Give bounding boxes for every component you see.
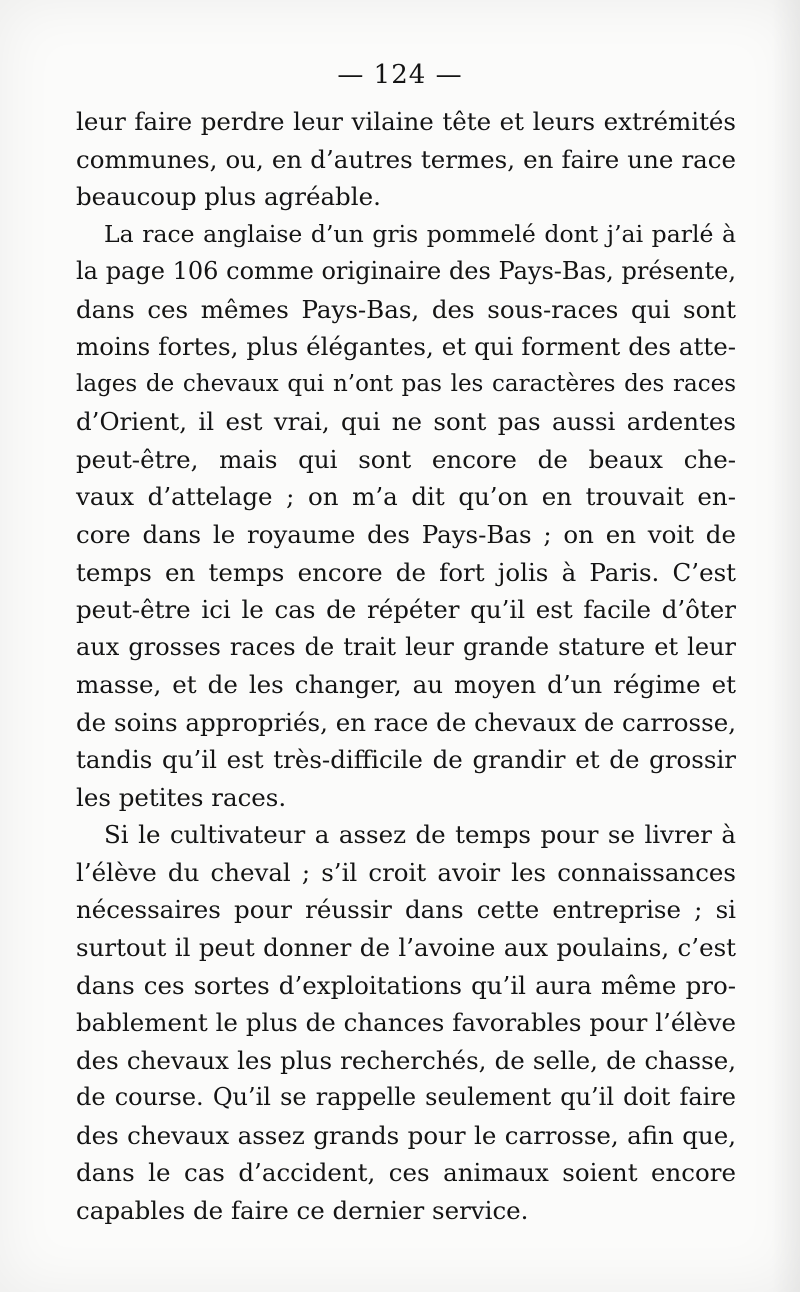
page-number: — 124 — [337, 60, 463, 90]
text-line: nécessaires pour réussir dans cette entreprise ; si [76, 895, 736, 925]
body-text [76, 103, 736, 1229]
page-edge-shadow [772, 0, 800, 1292]
text-line: dans ces sortes d’exploitations qu’il aura même pro- [76, 970, 736, 1000]
text-line: La race anglaise d’un gris pommelé dont j’ai parlé à [104, 219, 736, 248]
text-line: des chevaux assez grands pour le carrosse, afin que, [76, 1120, 736, 1150]
text-line: les petites races. [76, 782, 287, 812]
text-line: capables de faire ce dernier service. [76, 1195, 529, 1225]
text-line: la page 106 comme originaire des Pays-Bas, présente, [76, 257, 736, 286]
text-line: surtout il peut donner de l’avoine aux poulains, c’est [76, 933, 736, 963]
text-line: peut-être ici le cas de répéter qu’il est facile d’ôter [76, 595, 736, 625]
text-line: dans ces mêmes Pays-Bas, des sous-races qui sont [76, 294, 736, 324]
text-line: peut-être, mais qui sont encore de beaux che- [76, 444, 736, 474]
text-line: Si le cultivateur a assez de temps pour se livrer à [104, 820, 736, 850]
text-line: leur faire perdre leur vilaine tête et leurs extrémités [76, 107, 736, 136]
text-line: temps en temps encore de fort jolis à Paris. C’est [76, 557, 736, 587]
text-line: aux grosses races de trait leur grande stature et leur [76, 632, 736, 661]
text-line: d’Orient, il est vrai, qui ne sont pas aussi ardentes [76, 407, 736, 437]
text-line: core dans le royaume des Pays-Bas ; on en voit de [76, 520, 736, 550]
text-line: lages de chevaux qui n’ont pas les caractères des races [76, 370, 736, 397]
text-line: bablement le plus de chances favorables pour l’élève [76, 1008, 736, 1038]
text-line: masse, et de les changer, au moyen d’un régime et [76, 670, 736, 700]
text-line: l’élève du cheval ; s’il croit avoir les connaissances [76, 857, 736, 887]
text-line: moins fortes, plus élégantes, et qui forment des atte- [76, 332, 736, 362]
text-line: beaucoup plus agréable. [76, 182, 381, 212]
text-line: de course. Qu’il se rappelle seulement qu’il doit faire [76, 1083, 736, 1112]
text-line: des chevaux les plus recherchés, de selle, de chasse, [76, 1045, 736, 1075]
text-line: communes, ou, en d’autres termes, en faire une race [76, 144, 736, 174]
text-line: dans le cas d’accident, ces animaux soient encore [76, 1158, 736, 1188]
text-line: vaux d’attelage ; on m’a dit qu’on en trouvait en- [76, 482, 736, 512]
text-line: tandis qu’il est très-difficile de grandir et de grossir [76, 745, 736, 775]
text-line: de soins appropriés, en race de chevaux de carrosse, [76, 707, 736, 737]
